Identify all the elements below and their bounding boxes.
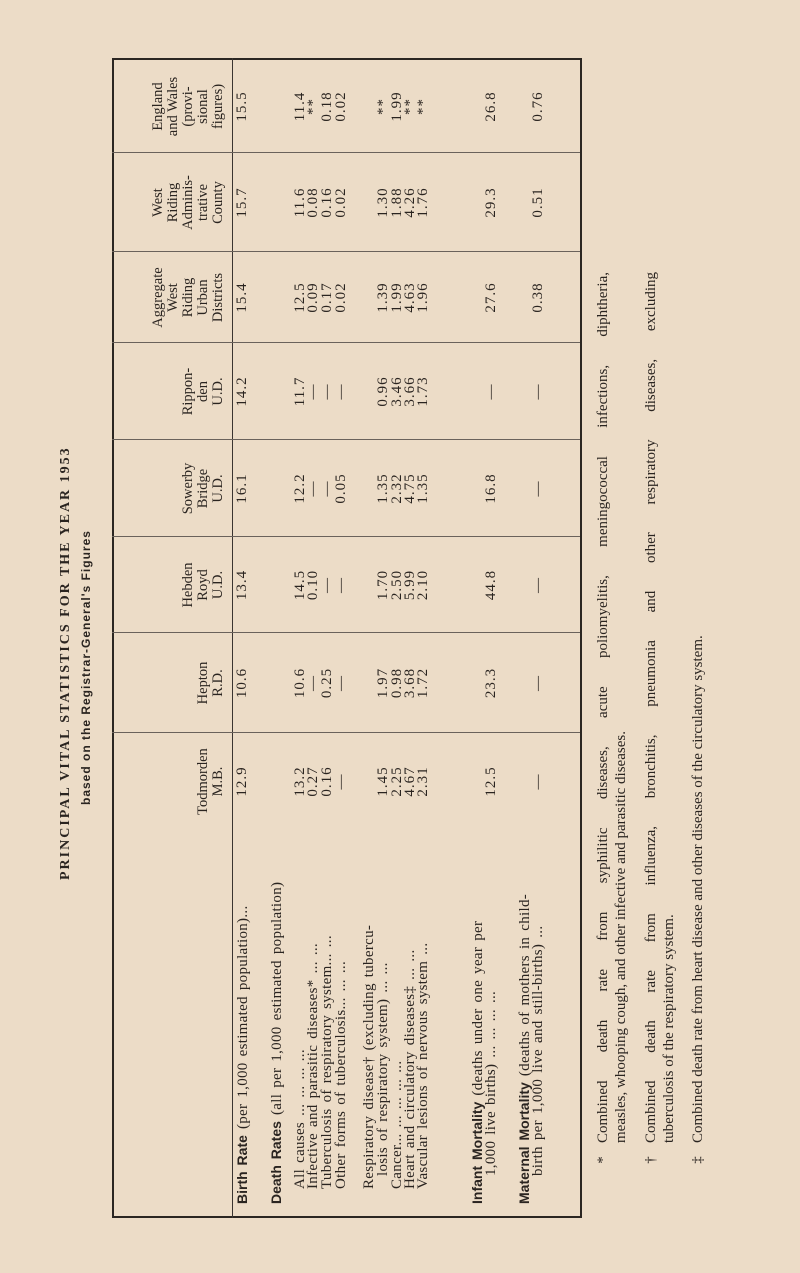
row-label-vascular-lesions xyxy=(416,943,430,1189)
table-cell: — xyxy=(530,577,546,593)
column-header-line: Hebden xyxy=(180,562,196,608)
table-cell: — xyxy=(305,480,321,497)
row-label-maternal-mortality xyxy=(517,894,531,1204)
table-cell: 0.76 xyxy=(530,91,546,122)
column-header xyxy=(114,633,232,733)
row-label-birth-rate xyxy=(235,906,249,1205)
table-cell: ** xyxy=(305,98,321,115)
column-header-line: trative xyxy=(195,183,211,222)
table-cell: 1.96 xyxy=(415,282,431,313)
table-cell: 12.5 xyxy=(292,282,308,313)
table-cell: — xyxy=(305,675,321,691)
header-divider xyxy=(232,58,233,1218)
column-header-line: U.D. xyxy=(210,474,226,503)
column-header-line: England xyxy=(150,82,166,131)
row-label-text: Infective and parasitic diseases* ... ... xyxy=(305,943,321,1189)
row-label-death-rates-heading xyxy=(269,882,283,1204)
table-cell: 16.8 xyxy=(483,473,499,504)
table-cell: 2.10 xyxy=(415,569,431,601)
table-cell: 5.99 xyxy=(402,569,418,601)
table-cell: 2.50 xyxy=(389,569,405,601)
row-label-infant-mortality xyxy=(470,921,484,1204)
table-cell: 0.05 xyxy=(333,473,349,504)
column-header xyxy=(114,440,232,537)
column-header-line: M.B. xyxy=(210,766,226,797)
row-label-infant-mortality xyxy=(484,991,498,1176)
table-cell: — xyxy=(305,383,321,400)
table-cell: — xyxy=(333,383,349,400)
column-header xyxy=(114,343,232,440)
row-label-text: losis of respiratory system) ... ... xyxy=(375,962,391,1176)
table-cell: 0.18 xyxy=(319,91,335,122)
column-header xyxy=(114,60,232,153)
column-header-line: Riding xyxy=(165,182,181,223)
table-cell: 14.2 xyxy=(234,376,250,407)
row-heading: Maternal Mortality xyxy=(516,1082,532,1204)
table-cell: 1.70 xyxy=(375,569,391,601)
footnote-text: Combined death rate from syphilitic diseases, acute poliomyelitis, meningococcal infections, diphtheria, xyxy=(595,272,611,1143)
row-label-text: Vascular lesions of nervous system ... xyxy=(415,942,431,1189)
table-cell: 1.35 xyxy=(375,473,391,504)
table-cell: 1.39 xyxy=(375,282,391,313)
page-subtitle: based on the Registrar-General's Figures xyxy=(79,530,93,805)
table-cell: 1.45 xyxy=(375,766,391,797)
table-cell: 0.08 xyxy=(305,187,321,218)
table-cell: — xyxy=(530,383,546,400)
table-cell: 0.25 xyxy=(319,667,335,699)
table-cell: — xyxy=(333,577,349,593)
table-cell: — xyxy=(319,480,335,497)
table-cell: — xyxy=(333,675,349,691)
table-cell: 2.25 xyxy=(389,766,405,797)
table-cell: — xyxy=(530,675,546,691)
row-label-respiratory-disease xyxy=(376,962,390,1176)
table-cell: ** xyxy=(402,98,418,115)
table-cell: 0.09 xyxy=(305,282,321,313)
table-cell: 0.27 xyxy=(305,766,321,797)
table-cell: 1.35 xyxy=(415,473,431,504)
column-header-line: Districts xyxy=(210,272,226,323)
table-cell: — xyxy=(319,577,335,593)
table-cell: 12.2 xyxy=(292,473,308,504)
table-cell: 0.02 xyxy=(333,187,349,218)
column-header-line: West xyxy=(165,283,181,312)
table-cell: ** xyxy=(415,98,431,115)
table-cell: 13.2 xyxy=(292,766,308,797)
table-cell: 10.6 xyxy=(234,667,250,699)
column-header-line: Riding xyxy=(180,277,196,318)
row-label-maternal-mortality xyxy=(531,926,545,1176)
table-cell: 2.31 xyxy=(415,766,431,797)
table-cell: 4.67 xyxy=(402,766,418,797)
table-cell: 0.17 xyxy=(319,282,335,313)
table-cell: 0.51 xyxy=(530,187,546,218)
row-heading: Birth Rate xyxy=(234,1135,250,1204)
table-cell: 12.5 xyxy=(483,766,499,797)
footnote-symbol: † xyxy=(643,1156,659,1164)
row-label-text: All causes ... ... ... ... xyxy=(292,1049,308,1189)
column-header xyxy=(114,252,232,343)
table-cell: 15.4 xyxy=(234,282,250,313)
table-cell: 1.88 xyxy=(389,187,405,218)
row-label-text: Heart and circulatory diseases‡ ... ... xyxy=(402,949,418,1189)
column-header xyxy=(114,733,232,830)
row-label-text: 1,000 live births) ... ... ... ... xyxy=(483,990,499,1176)
column-header-line: sional xyxy=(195,89,211,124)
table-cell: 27.6 xyxy=(483,282,499,313)
table-cell: — xyxy=(319,383,335,400)
row-label-text: Respiratory disease† (excluding tubercu- xyxy=(361,924,377,1189)
table-cell: 2.32 xyxy=(389,473,405,504)
row-label-text: (per 1,000 estimated population)... xyxy=(235,905,251,1136)
page-title: PRINCIPAL VITAL STATISTICS FOR THE YEAR 1953 xyxy=(58,446,73,880)
column-header-line: Royd xyxy=(195,569,211,601)
table-cell: 1.72 xyxy=(415,667,431,699)
table-cell: 0.98 xyxy=(389,667,405,699)
footnote-symbol: * xyxy=(595,1156,611,1164)
row-heading: Death Rates xyxy=(268,1121,284,1204)
row-label-text: (deaths under one year per xyxy=(470,920,486,1102)
table-cell: 0.16 xyxy=(319,187,335,218)
table-cell: 11.4 xyxy=(292,91,308,122)
table-cell: 15.7 xyxy=(234,187,250,218)
table-cell: 3.68 xyxy=(402,667,418,699)
table-cell: 12.9 xyxy=(234,766,250,797)
table-cell: 0.02 xyxy=(333,91,349,122)
row-label-text: (deaths of mothers in child- xyxy=(517,893,533,1083)
table-cell: — xyxy=(530,773,546,790)
table-cell: 11.6 xyxy=(292,187,308,218)
column-header-line: Hepton xyxy=(195,661,211,705)
table-cell: 3.46 xyxy=(389,376,405,407)
footnote-symbol: ‡ xyxy=(690,1156,706,1164)
column-header-line: Bridge xyxy=(195,468,211,509)
table-cell: — xyxy=(333,773,349,790)
table-cell: 1.76 xyxy=(415,187,431,218)
column-header xyxy=(114,153,232,252)
table-cell: 0.02 xyxy=(333,282,349,313)
footnote-text: Combined death rate from influenza, bronchitis, pneumonia and other respiratory diseases, excluding xyxy=(643,272,659,1143)
table-cell: 4.26 xyxy=(402,187,418,218)
table-cell: 26.8 xyxy=(483,91,499,122)
table-cell: 10.6 xyxy=(292,667,308,699)
column-header-line: County xyxy=(210,181,226,224)
table-cell: 4.63 xyxy=(402,282,418,313)
column-header-line: R.D. xyxy=(210,669,226,697)
table-cell: — xyxy=(483,383,499,400)
row-label-text: Other forms of tuberculosis... ... ... xyxy=(333,960,349,1189)
column-header-line: U.D. xyxy=(210,377,226,406)
row-label-respiratory-disease xyxy=(362,925,376,1189)
column-header-line: Urban xyxy=(195,279,211,316)
footnote-text: measles, whooping cough, and other infective and parasitic diseases. xyxy=(613,731,629,1143)
table-cell: 0.16 xyxy=(319,766,335,797)
table-cell: 44.8 xyxy=(483,569,499,601)
row-label-text: birth per 1,000 live and still-births) ... xyxy=(530,925,546,1176)
table-cell: 16.1 xyxy=(234,473,250,504)
table-cell: 0.38 xyxy=(530,282,546,313)
table-cell: 1.30 xyxy=(375,187,391,218)
footnote-text: Combined death rate from heart disease and other diseases of the circulatory system. xyxy=(690,635,706,1143)
footnote-text: tuberculosis of the respiratory system. xyxy=(661,914,677,1143)
row-label-text: Tuberculosis of respiratory system... ... xyxy=(319,935,335,1189)
column-header-line: Todmorden xyxy=(195,748,211,815)
column-header-line: Rippon- xyxy=(180,367,196,416)
table-cell: 29.3 xyxy=(483,187,499,218)
row-label-text: Cancer... ... ... ... ... xyxy=(389,1060,405,1189)
column-header-line: U.D. xyxy=(210,570,226,600)
row-label-tuberculosis-respiratory xyxy=(320,935,334,1189)
table-cell: 0.96 xyxy=(375,376,391,407)
table-cell: 11.7 xyxy=(292,376,308,407)
table-cell: — xyxy=(530,480,546,497)
table-cell: 1.97 xyxy=(375,667,391,699)
row-heading: Infant Mortality xyxy=(469,1101,485,1204)
row-label-text: (all per 1,000 estimated population) xyxy=(269,881,285,1122)
column-header-line: Sowerby xyxy=(180,462,196,515)
column-header-line: Aggregate xyxy=(150,267,166,328)
column-header-line: West xyxy=(150,188,166,217)
table-cell: ** xyxy=(375,98,391,115)
table-cell: 3.66 xyxy=(402,376,418,407)
table-cell: 4.75 xyxy=(402,473,418,504)
column-header-line: den xyxy=(195,381,211,402)
row-label-infective-parasitic xyxy=(306,943,320,1189)
table-cell: 15.5 xyxy=(234,91,250,122)
table-cell: 23.3 xyxy=(483,667,499,699)
row-label-other-tuberculosis xyxy=(334,961,348,1189)
table-cell: 14.5 xyxy=(292,569,308,601)
column-header-line: figures) xyxy=(210,83,226,130)
table-cell: 1.73 xyxy=(415,376,431,407)
table-cell: 1.99 xyxy=(389,91,405,122)
column-header-line: and Wales xyxy=(165,76,181,137)
column-header-line: Adminis- xyxy=(180,175,196,230)
table-cell: 1.99 xyxy=(389,282,405,313)
table-cell: 0.10 xyxy=(305,569,321,601)
column-header-line: (provi- xyxy=(180,86,196,127)
column-header xyxy=(114,537,232,633)
table-cell: 13.4 xyxy=(234,569,250,601)
